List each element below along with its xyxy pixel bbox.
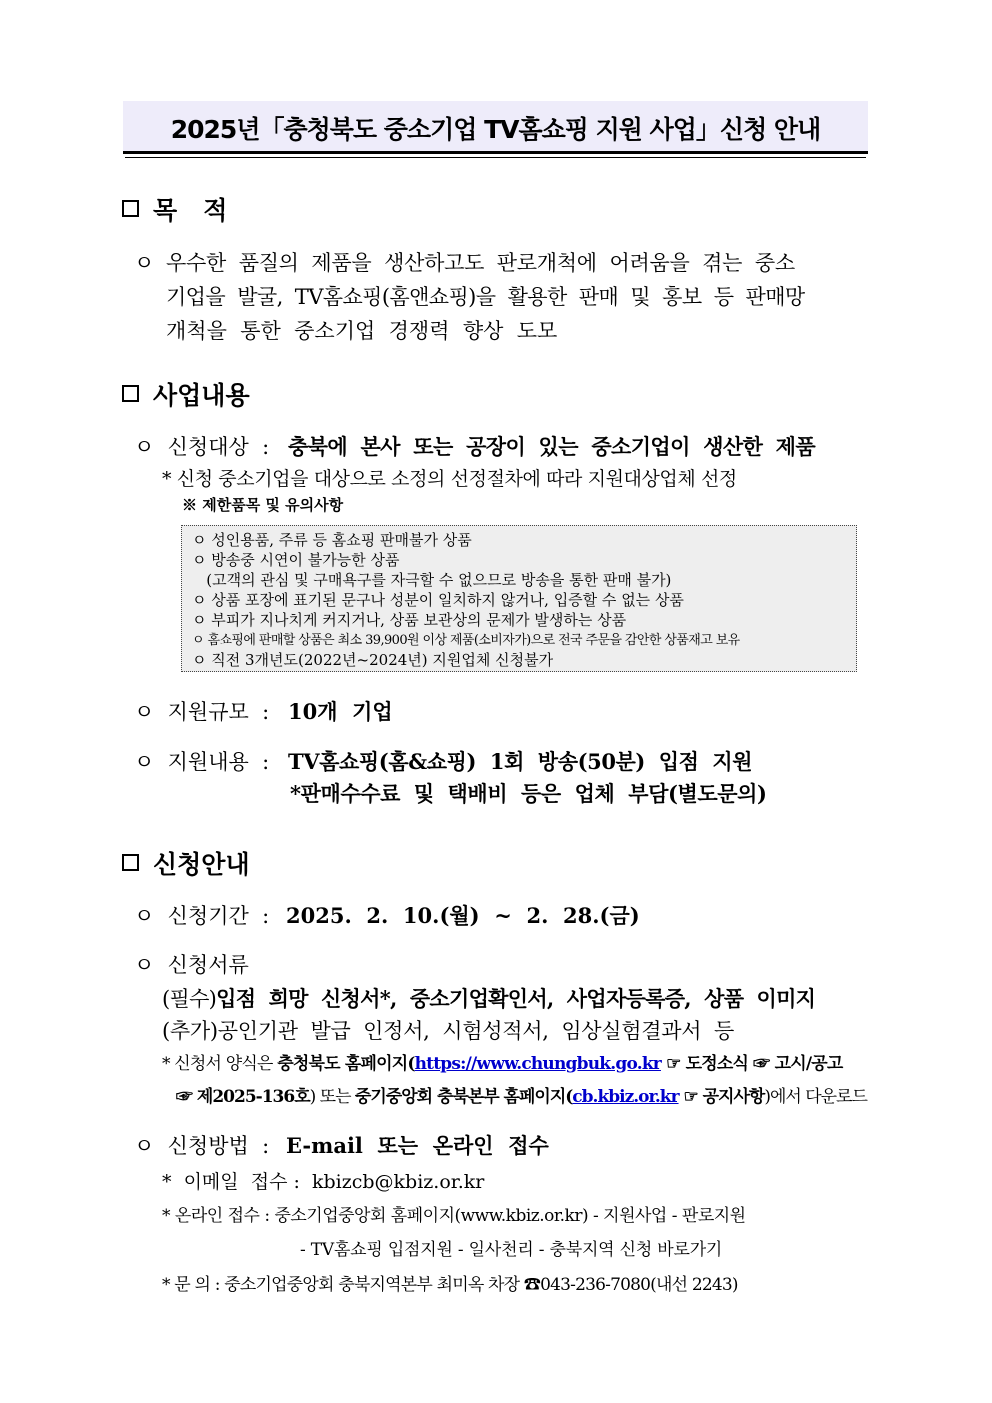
purpose-line-3: 개척을 통한 중소기업 경쟁력 향상 도모: [166, 319, 558, 343]
purpose-bullet: ㅇ: [134, 251, 155, 275]
chungbuk-link[interactable]: https://www.chungbuk.go.kr: [414, 1054, 661, 1074]
section-business-label: 사업내용: [153, 381, 250, 410]
page-title: 2025년「충청북도 중소기업 TV홈쇼핑 지원 사업」신청 안내: [170, 115, 821, 144]
restriction-item: (고객의 관심 및 구매욕구를 자극할 수 없으므로 방송을 통한 판매 불가): [192, 571, 672, 589]
form-info-line-1: [162, 1049, 842, 1074]
section-apply: [122, 845, 250, 881]
section-purpose-label: 목 적: [153, 196, 228, 225]
restriction-item: ㅇ 부피가 지나치게 커지거나, 상품 보관상의 문제가 발생하는 상품: [192, 611, 627, 629]
title-box: [123, 101, 868, 154]
docs-required-value: 입점 희망 신청서*, 중소기업확인서, 사업자등록증, 상품 이미지: [216, 986, 816, 1011]
scale-value: 10개 기업: [288, 699, 393, 724]
section-purpose: [122, 191, 227, 227]
form-info-notice: ☞ 공지사항: [678, 1087, 765, 1107]
section-business: [122, 376, 250, 412]
kbiz-link[interactable]: cb.kbiz.or.kr: [572, 1087, 679, 1107]
target-value: 충북에 본사 또는 공장이 있는 중소기업이 생산한 제품: [288, 434, 816, 459]
purpose-line-2: 기업을 발굴, TV홈쇼핑(홈앤쇼핑)을 활용한 판매 및 홍보 등 판매망: [166, 285, 805, 309]
form-info-site-2: 중기중앙회 충북본부 홈페이지(: [354, 1087, 573, 1107]
method-value: E-mail 또는 온라인 접수: [286, 1133, 549, 1158]
target-label: ㅇ 신청대상 :: [134, 435, 270, 459]
method-online-2: - TV홈쇼핑 입점지원 - 일사천리 - 충북지역 신청 바로가기: [300, 1240, 723, 1260]
scale-label: ㅇ 지원규모 :: [134, 700, 270, 724]
checkbox-square-icon: [122, 200, 139, 217]
restriction-item: ㅇ 직전 3개년도(2022년~2024년) 지원업체 신청불가: [192, 651, 554, 669]
restriction-item: ㅇ 홈쇼핑에 판매할 상품은 최소 39,900원 이상 제품(소비자가)으로 전국 주문을 감안한 상품재고 보유: [192, 633, 740, 648]
form-info-site: 충청북도 홈페이지(: [277, 1054, 415, 1074]
form-info-prefix: * 신청서 양식은: [162, 1054, 278, 1074]
restriction-item: ㅇ 상품 포장에 표기된 문구나 성분이 일치하지 않거나, 입증할 수 없는 상품: [192, 591, 684, 609]
form-info-notice-no: ☞ 제2025-136호: [176, 1087, 310, 1107]
form-info-line-2: [176, 1082, 867, 1107]
docs-additional: (추가)공인기관 발급 인정서, 시험성적서, 임상실험결과서 등: [162, 1019, 734, 1043]
content-value: TV홈쇼핑(홈&쇼핑) 1회 방송(50분) 입점 지원: [288, 749, 753, 774]
target-note: * 신청 중소기업을 대상으로 소정의 선정절차에 따라 지원대상업체 선정: [162, 468, 737, 490]
restriction-item: ㅇ 성인용품, 주류 등 홈쇼핑 판매불가 상품: [192, 531, 472, 549]
method-online-1: * 온라인 접수 : 중소기업중앙회 홈페이지(www.kbiz.or.kr) - 지원사업 - 판로지원: [162, 1206, 746, 1226]
checkbox-square-icon: [122, 854, 139, 871]
content-label: ㅇ 지원내용 :: [134, 750, 270, 774]
period-label: ㅇ 신청기간 :: [134, 904, 270, 928]
restriction-box: [181, 525, 857, 672]
contact-info: * 문 의 : 중소기업중앙회 충북지역본부 최미옥 차장 ☎043-236-7080(내선 2243): [162, 1275, 738, 1295]
docs-required-prefix: (필수): [162, 987, 217, 1011]
method-label: ㅇ 신청방법 :: [134, 1134, 270, 1158]
form-info-end: )에서 다운로드: [764, 1087, 867, 1107]
content-note: *판매수수료 및 택배비 등은 업체 부담(별도문의): [290, 781, 767, 806]
docs-required: [162, 983, 815, 1013]
form-info-path: ☞ 도정소식 ☞ 고시/공고: [660, 1054, 843, 1074]
period-value: 2025. 2. 10.(월) ~ 2. 28.(금): [286, 903, 640, 928]
method-email: * 이메일 접수 : kbizcb@kbiz.or.kr: [162, 1171, 485, 1193]
restrict-title: ※ 제한품목 및 유의사항: [182, 496, 344, 514]
docs-label: ㅇ 신청서류: [134, 953, 249, 977]
form-info-or: ) 또는: [309, 1087, 355, 1107]
checkbox-square-icon: [122, 385, 139, 402]
section-apply-label: 신청안내: [153, 850, 250, 879]
purpose-line-1: 우수한 품질의 제품을 생산하고도 판로개척에 어려움을 겪는 중소: [166, 251, 795, 275]
restriction-item: ㅇ 방송중 시연이 불가능한 상품: [192, 551, 400, 569]
